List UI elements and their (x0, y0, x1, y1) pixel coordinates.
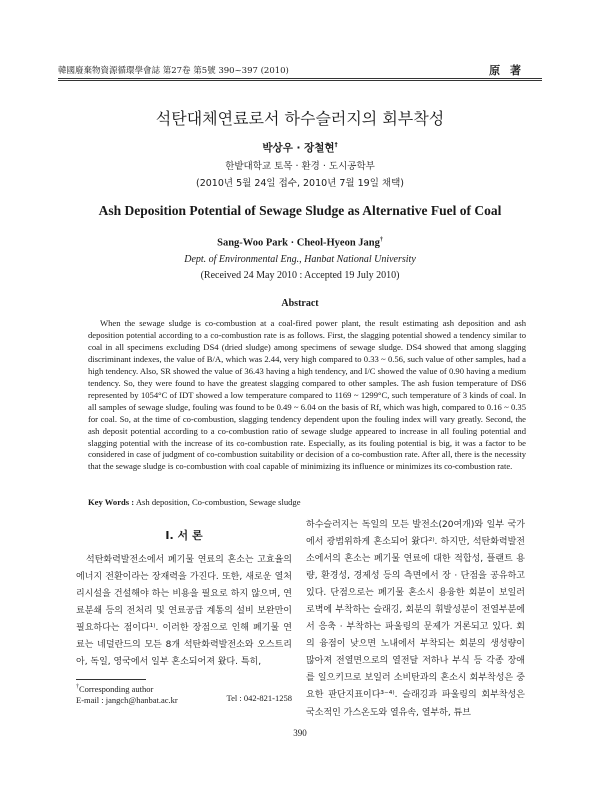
abstract-body: When the sewage sludge is co-combustion at a coal-fired power plant, the result estimating ash deposition and ash deposition potential according to a co-combustion rate is as follows. First, the slagging potential showed a tendency similar to coal in all specimens excluding DS4 (dried sludge) among specimens of sewage sludge. DS4 showed that among slagging discriminant indexes, the value of B/A, which was 2.44, very high compared to 0.33 ~ 0.56, such value of other samples, had a high tendency. Also, SR showed the value of 36.43 having a high tendency, and I/C showed the value of 0.90 having a medium tendency. So, they were found to have the greatest slagging compared to other samples. The ash fusion temperature of DS6 represented by 1054°C of IDT showed a low temperature compared to 1169 ~ 1299°C, such temperature of 3 kinds of coal. In all samples of sewage sludge, fouling was found to be 0.49 ~ 6.04 on the basis of Rf, which was high, compared to 0.16 ~ 0.35 for coal. So, at the time of co-combustion, slagging tendency dependent upon the fouling index will vary greatly. Second, the ash deposit potential according to a co-combustion ratio of sewage sludge appeared to increase in all fouling potential and slagging potential with the increase of its co-combustion rate. Especially, as its fouling potential is big, it was a factor to be considered in case of judgment of co-combustion suitability or decision of a co-combustion rate. After all, there is the necessity that the sewage sludge is co-combustion with coal capable of minimizing its influence or minimizes its co-combustion rate. (88, 318, 526, 472)
header-rule-thin (58, 80, 542, 81)
english-title: Ash Deposition Potential of Sewage Sludge as Alternative Fuel of Coal (98, 203, 502, 218)
korean-affiliation: 한밭대학교 토목 · 환경 · 도시공학부 (225, 161, 375, 172)
korean-authors: 박상우 · 장철현† (262, 141, 338, 154)
footnote-email: E-mail : jangch@hanbat.ac.kr (76, 694, 178, 705)
page-number: 390 (293, 728, 307, 738)
keywords (88, 497, 526, 507)
korean-dates: (2010년 5월 24일 접수, 2010년 7월 19일 채택) (196, 178, 404, 189)
english-authors: Sang-Woo Park · Cheol-Hyeon Jang† (217, 237, 383, 249)
footnote (76, 682, 292, 706)
keywords-label: Key Words : (88, 497, 135, 507)
footnote-rule (76, 679, 146, 680)
keywords-text: Ash deposition, Co-combustion, Sewage sludge (135, 497, 301, 507)
english-dates: (Received 24 May 2010 : Accepted 19 July 2010) (200, 270, 400, 281)
intro-left-column: 석탄화력발전소에서 폐기물 연료의 혼소는 고효율의 에너지 전환이라는 장재력을 가진다. 또한, 새로운 열처리시설을 건설해야 하는 비용을 필요로 하지 않으며, 연료분쇄 등의 전처리 및 연료공급 계통의 설비 보완만이 필요하다는 점이다¹⁾. 이러한 장점으로 인해 폐기물 연료는 네덜란드의 모든 8개 석탄화력발전소와 오스트리아, 독일, 영국에서 일부 혼소되어져 왔다. 특히, (76, 555, 292, 668)
footnote-label: †Corresponding author (76, 683, 154, 694)
footnote-tel: Tel : 042-821-1258 (226, 693, 292, 703)
english-affiliation: Dept. of Environmental Eng., Hanbat National University (184, 254, 416, 265)
korean-title: 석탄대체연료로서 하수슬러지의 회부착성 (155, 109, 445, 128)
journal-citation: 韓國廢棄物資源循環學會誌 第27卷 第5號 390~397 (2010) (58, 66, 289, 76)
abstract-heading: Abstract (281, 298, 319, 309)
running-header (58, 64, 524, 76)
section-heading-introduction: I. 서 론 (165, 529, 203, 542)
header-rule (58, 78, 542, 79)
intro-right-column: 하수슬러지는 독일의 모든 발전소(20여개)와 일부 국가에서 광범위하게 혼소되어 왔다²⁾. 하지만, 석탄화력발전소에서의 혼소는 폐기물 연료에 대한 적합성, 플랜트 용량, 환경성, 경제성 등의 측면에서 장 · 단점을 공유하고 있다. 단점으로는 폐기물 혼소시 용융한 회분이 보일러 로벽에 부착하는 슬래깅, 회분의 휘발성분이 전열부분에서 응축 · 부착하는 파울링의 문제가 거론되고 있다. 회의 융점이 낮으면 노내에서 부착되는 회분의 생성량이 많아져 전열면으로의 열전달 저하나 부식 등 각종 장애를 일으키므로 보일러 소비탄과의 혼소시 회부착성은 중요한 판단지표이다³⁻⁴⁾. 슬래깅과 파울링의 회부착성은 국소적인 가스온도와 열유속, 열부하, 튜브 (306, 520, 525, 718)
article-type-label: 原 著 (489, 64, 524, 77)
